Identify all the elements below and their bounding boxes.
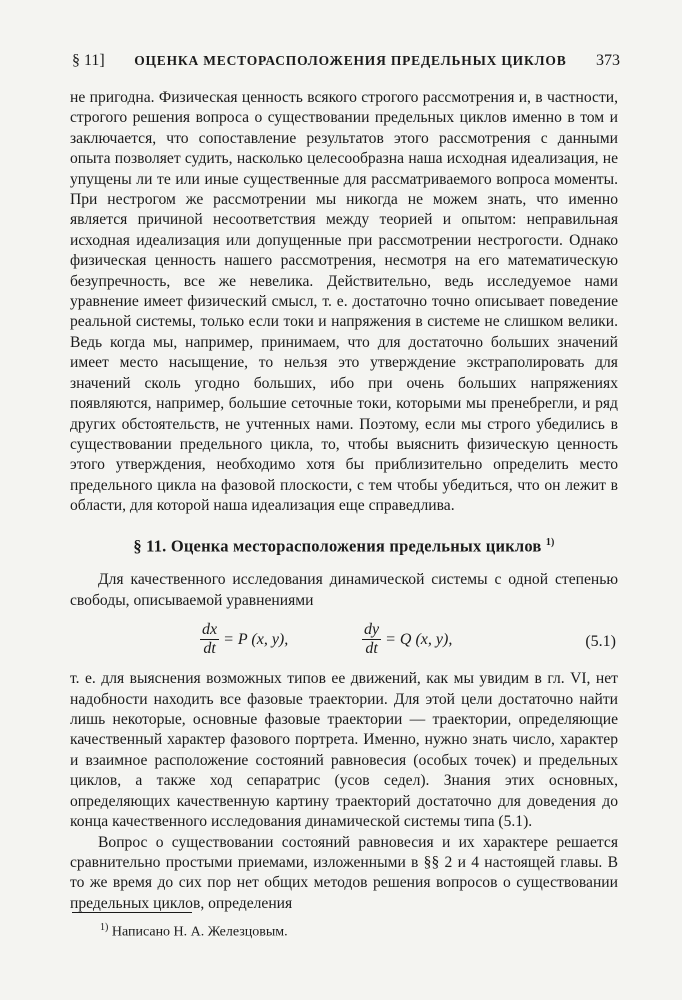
paragraph-trajectories: т. е. для выяснения возможных типов ее движений, как мы увидим в гл. VI, нет надобности находить все фазовые траектории. Для этой цели достаточно найти лишь некоторые, основные фазовые траектории — траектории, определяющие качественный характер фазового портрета. Именно, нужно знать число, характер и взаимное расположение состояний равновесия (особых точек) и предельных циклов, а также ход сепаратрис (усов седел). Знания этих основных, определяющих качественную картину траекторий достаточно для доведения до конца качественного исследования динамической системы типа (5.1). — [70, 670, 618, 831]
footnote — [100, 922, 288, 941]
equation-dy — [362, 621, 452, 658]
equation-number: (5.1) — [585, 633, 616, 651]
equation-rhs: = Q (x, y), — [385, 630, 453, 648]
fraction-dx-dt — [200, 621, 219, 658]
section-heading — [70, 533, 618, 557]
section-footnote-mark: 1) — [545, 536, 555, 548]
equation-rhs: = P (x, y), — [223, 630, 289, 648]
equation-dx — [200, 621, 288, 658]
footnote-text: Написано Н. А. Железцовым. — [111, 924, 288, 940]
page-number: 373 — [595, 52, 620, 69]
paragraph-question: Вопрос о существовании состояний равновесия и их характере решается сравнительно простыми приемами, изложенными в §§ 2 и 4 настоящей главы. В то же время до сих пор нет общих методов решения вопросов о существовании предельных циклов, определения — [70, 833, 618, 912]
fraction-dy-dt — [362, 621, 381, 658]
running-header — [72, 52, 620, 70]
fraction-denominator: dt — [365, 640, 378, 658]
footnote-mark: 1) — [100, 922, 109, 933]
paragraph-intro: Для качественного исследования динамической системы с одной степенью свободы, описываемой уравнениями — [70, 571, 618, 609]
paragraph-continued: не пригодна. Физическая ценность всякого строгого рассмотрения и, в частности, строгого решения вопроса о существовании предельных циклов именно в том и заключается, что сопоставление результатов этого рассмотрения с данными опыта позволяет судить, насколько целесообразна наша исходная идеализация, не упущены ли те или иные существенные для рассматриваемого вопроса моменты. При нестрогом же рассмотрении мы никогда не можем знать, что именно является причиной несоответствия между теорией и опытом: неправильная исходная идеализация или допущенные при рассмотрении нестрогости. Однако физическая ценность нашего рассмотрения, несмотря на его математическую безупречность, все же невелика. Действительно, ведь исследуемое нами уравнение имеет физический смысл, т. е. достаточно точно описывает поведение реальной системы, только если токи и напряжения в системе не слишком велики. Ведь когда мы, например, принимаем, что для достаточно больших значений имеет место насыщение, то нельзя это утверждение экстраполировать для значений сколь угодно больших, ибо при очень больших напряжениях появляются, например, большие сеточные токи, которыми мы пренебрегли, и ряд других обстоятельств, не учтенных нами. Поэтому, если мы строго убедились в существовании предельного цикла, то, чтобы выяснить физическую ценность этого утверждения, необходимо хотя бы приблизительно определить место предельного цикла на фазовой плоскости, с тем чтобы убедиться, что он лежит в области, для которой наша идеализация еще справедлива. — [70, 89, 618, 515]
fraction-numerator: dx — [202, 621, 218, 639]
page-body — [70, 88, 618, 914]
fraction-numerator: dy — [364, 621, 380, 639]
equation-5-1 — [70, 615, 618, 667]
header-title: ОЦЕНКА МЕСТОРАСПОЛОЖЕНИЯ ПРЕДЕЛЬНЫХ ЦИКЛОВ — [134, 53, 567, 68]
header-section-ref: § 11] — [72, 52, 105, 69]
fraction-denominator: dt — [203, 640, 216, 658]
footnote-divider — [72, 912, 192, 913]
section-heading-text: § 11. Оценка месторасположения предельных циклов — [133, 536, 542, 556]
